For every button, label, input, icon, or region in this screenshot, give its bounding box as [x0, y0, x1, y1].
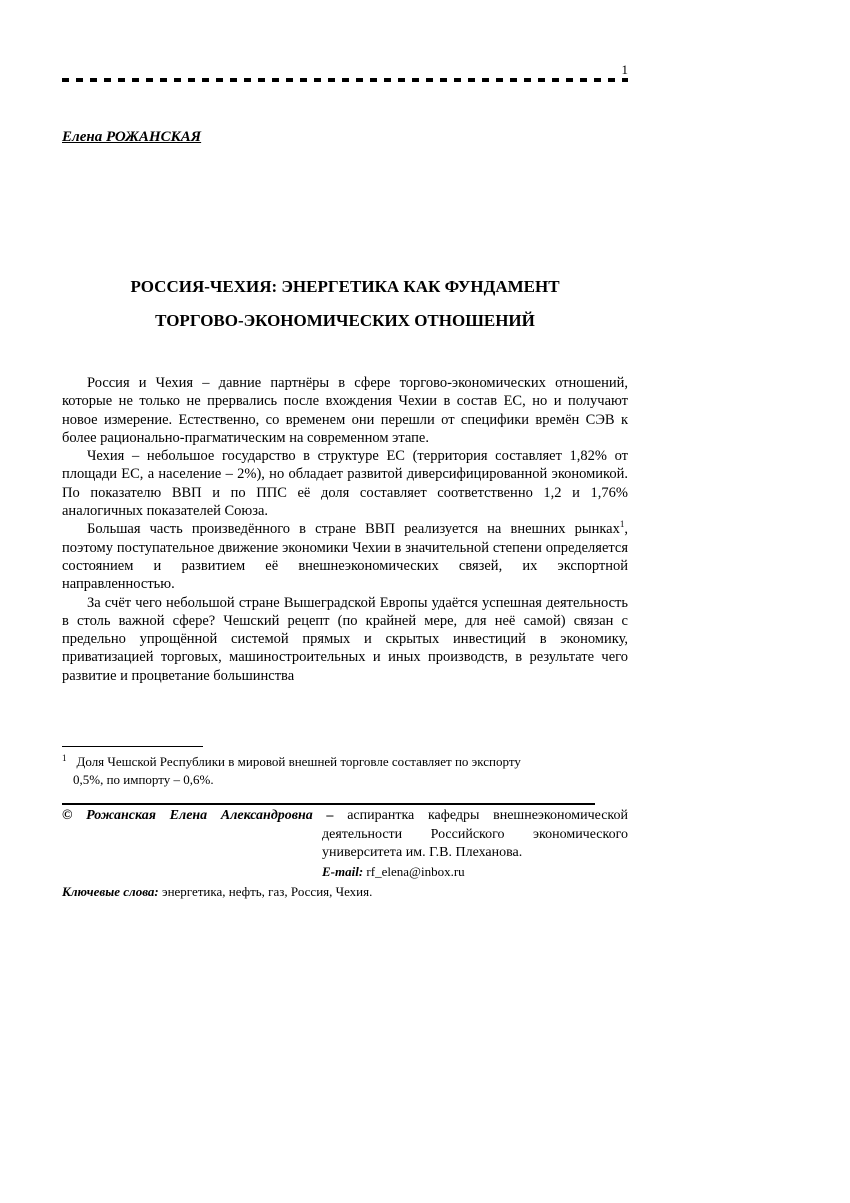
footnote-text-line-2: 0,5%, по импорту – 0,6%.: [73, 772, 214, 787]
paragraph-3-part-2: , поэтому поступательное движение экономики Чехии в значительной степени определяется состоянием и развитием её внешнеэкономических связей, их экспортной направленностью.: [62, 521, 628, 593]
footnote-mark: 1: [62, 752, 67, 763]
affiliation-line-3: университета им. Г.В. Плеханова.: [322, 845, 523, 860]
paragraph-1: Россия и Чехия – давние партнёры в сфере торгово-экономических отношений, которые не только не прервались после вхождения Чехии в состав ЕС, но и получают новое измерение. Естественно, со временем они перешли от специфики времён СЭВ к более рационально-прагматическим на современном этапе.: [62, 375, 628, 446]
affiliation-separator: [62, 803, 595, 805]
affiliation-author-name: © Рожанская Елена Александровна –: [62, 808, 334, 823]
author-name: Елена РОЖАНСКАЯ: [62, 129, 202, 145]
affiliation-line-2: деятельности Российского экономического: [322, 826, 628, 842]
keywords: [62, 884, 628, 900]
footnote-reference[interactable]: 1: [619, 519, 625, 530]
author-affiliation: [62, 807, 628, 881]
email-label: E-mail:: [322, 863, 364, 879]
title-line-1: РОССИЯ-ЧЕХИЯ: ЭНЕРГЕТИКА КАК ФУНДАМЕНТ: [130, 277, 560, 296]
article-title: [62, 270, 628, 338]
keywords-text: энергетика, нефть, газ, Россия, Чехия.: [162, 884, 373, 899]
email-address[interactable]: rf_elena@inbox.ru: [366, 863, 465, 879]
header-dashed-rule: [62, 78, 628, 82]
article-body: [62, 374, 628, 685]
page-number: 1: [621, 62, 628, 77]
footnote: [62, 753, 628, 789]
paragraph-4: За счёт чего небольшой стране Вышеградской Европы удаётся успешная деятельность в столь важной сфере? Чешский рецепт (по крайней мере, для неё самой) связан с предельно упрощённой системой прямых и скрытых инвестиций в экономику, приватизацией торговых, машиностроительных и иных производств, в результате чего развитие и процветание большинства: [62, 594, 628, 684]
affiliation-line-1: аспирантка кафедры внешнеэкономической: [347, 808, 628, 823]
paragraph-2: Чехия – небольшое государство в структуре ЕС (территория составляет 1,82% от площади ЕС, а население – 2%), но обладает развитой диверсифицированной экономикой. По показателю ВВП и по ППС её доля составляет соответственно 1,2 и 1,76% аналогичных показателей Союза.: [62, 448, 628, 520]
footnote-text-line-1: Доля Чешской Республики в мировой внешней торговле составляет по экспорту: [76, 754, 521, 769]
keywords-label: Ключевые слова:: [62, 884, 159, 899]
paragraph-3-part-1: Большая часть произведённого в стране ВВП реализуется на внешних рынках: [87, 521, 620, 538]
footnote-separator: [62, 746, 203, 747]
paragraph-3: [62, 520, 628, 593]
title-line-2: ТОРГОВО-ЭКОНОМИЧЕСКИХ ОТНОШЕНИЙ: [155, 311, 535, 330]
